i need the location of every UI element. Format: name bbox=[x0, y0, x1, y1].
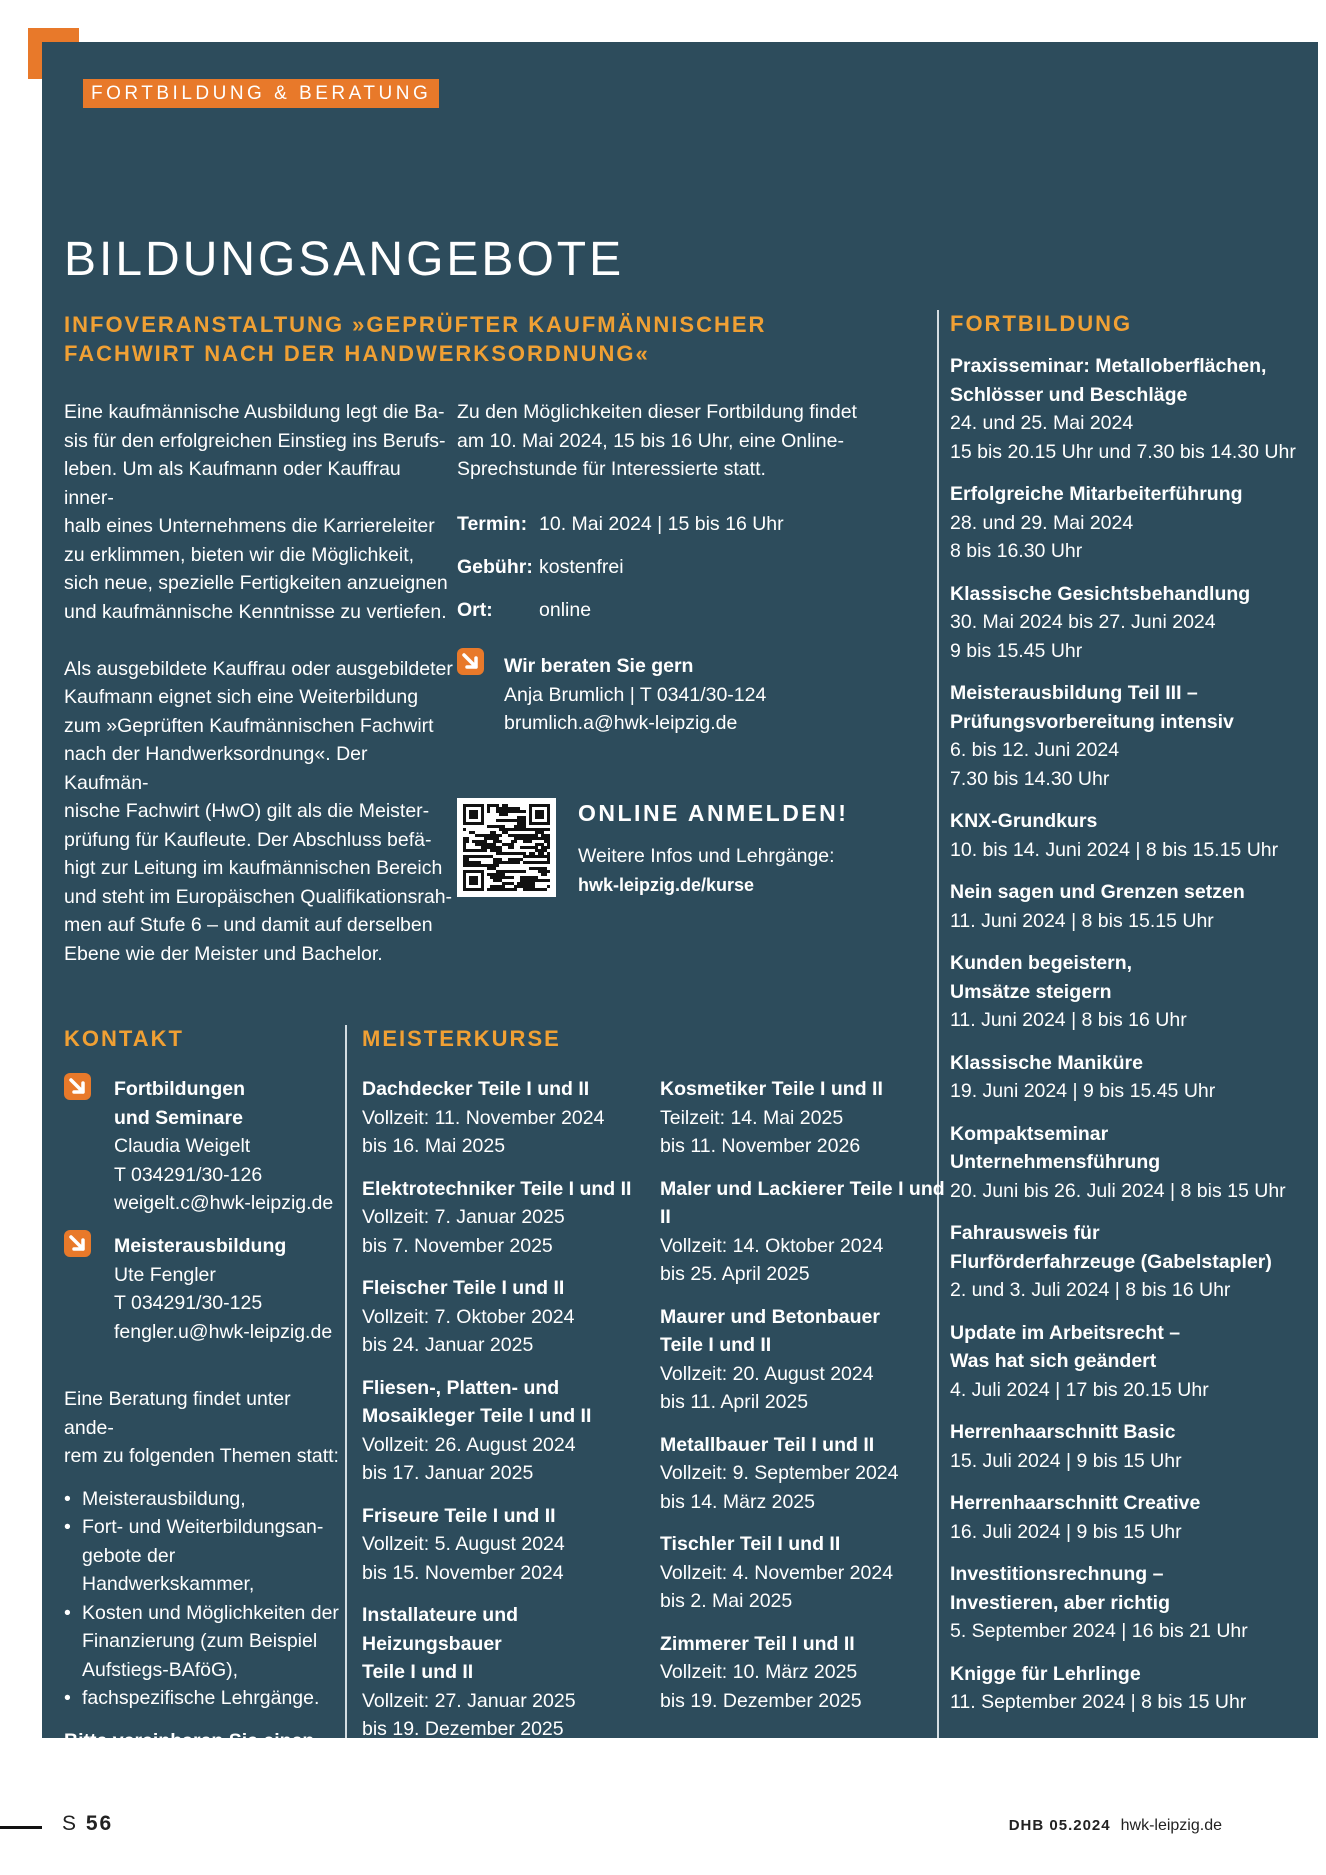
meisterkurs-item-title: Elektrotechniker Teile I und II bbox=[362, 1177, 632, 1200]
meisterkurs-item-date: bis 25. April 2025 bbox=[660, 1263, 810, 1285]
fortbildung-item-title: Prüfungsvorbereitung intensiv bbox=[950, 710, 1234, 733]
qr-code[interactable] bbox=[457, 798, 556, 897]
paragraph-line: nach der Handwerksordnung«. Der Kaufmän- bbox=[64, 743, 368, 794]
paragraph-line: sis für den erfolgreichen Einstieg ins Berufs- bbox=[64, 429, 446, 452]
meisterkurs-item-date: bis 24. Januar 2025 bbox=[362, 1334, 534, 1356]
fortbildung-heading: FORTBILDUNG bbox=[950, 311, 1133, 336]
fortbildung-item bbox=[950, 949, 1310, 1035]
meisterkurs-item-title: Kosmetiker Teile I und II bbox=[660, 1078, 883, 1100]
meta-ort bbox=[457, 596, 591, 624]
footer-issue: DHB 05.2024 bbox=[1008, 1817, 1111, 1834]
online-url-link[interactable]: hwk-leipzig.de/kurse bbox=[578, 874, 755, 895]
meisterkurs-item-title: Fliesen-, Platten- und bbox=[362, 1376, 560, 1399]
meisterkurs-item bbox=[660, 1530, 945, 1616]
fortbildung-item-title: Kunden begeistern, bbox=[950, 952, 1133, 974]
kontakt-email[interactable]: fengler.u@hwk-leipzig.de bbox=[114, 1320, 333, 1343]
meisterkurs-item-title: Installateure und Heizungsbauer bbox=[362, 1604, 519, 1655]
topic-line: • Meisterausbildung, bbox=[82, 1487, 246, 1510]
beratung-intro-line2: rem zu folgenden Themen statt: bbox=[64, 1445, 339, 1467]
paragraph-line: und kaufmännische Kenntnisse zu vertiefen. bbox=[64, 600, 447, 623]
info-contact bbox=[504, 652, 884, 738]
info-paragraph-1 bbox=[64, 398, 454, 626]
section-kicker: FORTBILDUNG & BERATUNG bbox=[83, 79, 439, 108]
paragraph-line: higt zur Leitung im kaufmännischen Bereich bbox=[64, 857, 443, 879]
fortbildung-item-title: Klassische Gesichtsbehandlung bbox=[950, 582, 1251, 605]
beratung-closing-line1: Bitte vereinbaren Sie einen indi- bbox=[64, 1729, 315, 1780]
kontakt-entry-fortbildung bbox=[64, 1073, 334, 1218]
fortbildung-item-title: Praxisseminar: Metalloberflächen, bbox=[950, 355, 1267, 377]
fortbildung-item-date: 9 bis 15.45 Uhr bbox=[950, 639, 1083, 662]
meisterkurs-item-date: bis 15. November 2024 bbox=[362, 1561, 564, 1584]
topic-line: • Fort- und Weiterbildungsan- bbox=[82, 1516, 324, 1538]
online-info bbox=[578, 842, 878, 899]
meisterkurse-heading: MEISTERKURSE bbox=[362, 1026, 561, 1051]
fortbildung-item-date: 16. Juli 2024 | 9 bis 15 Uhr bbox=[950, 1520, 1182, 1543]
meisterkurs-item-title: Friseure Teile I und II bbox=[362, 1504, 556, 1527]
fortbildung-item-date: 5. September 2024 | 16 bis 21 Uhr bbox=[950, 1620, 1248, 1642]
meisterkurs-item-date: bis 19. Dezember 2025 bbox=[660, 1689, 862, 1712]
footer-source bbox=[1009, 1817, 1222, 1835]
ort-value: online bbox=[539, 599, 592, 621]
meisterkurs-item-title: Mosaikleger Teile I und II bbox=[362, 1405, 592, 1427]
paragraph-line: Kaufmann eignet sich eine Weiterbildung bbox=[64, 686, 419, 708]
kontakt-title-line1: Fortbildungen bbox=[114, 1078, 246, 1100]
meisterkurs-item-date: bis 16. Mai 2025 bbox=[362, 1135, 506, 1157]
fortbildung-item bbox=[950, 1660, 1310, 1717]
footer-rule bbox=[0, 1826, 42, 1829]
meisterkurs-item-date: bis 11. November 2026 bbox=[660, 1135, 861, 1157]
meisterkurs-item bbox=[660, 1431, 945, 1517]
online-heading: ONLINE ANMELDEN! bbox=[578, 800, 849, 826]
paragraph-line: Sprechstunde für Interessierte statt. bbox=[457, 458, 766, 480]
fortbildung-item bbox=[950, 679, 1310, 793]
topic-line: Finanzierung (zum Beispiel bbox=[82, 1630, 318, 1652]
kontakt-title: Meisterausbildung bbox=[114, 1235, 287, 1257]
meisterkurs-item-title: Maler und Lackierer Teile I und II bbox=[660, 1177, 945, 1228]
meisterkurs-item bbox=[362, 1374, 647, 1488]
paragraph-line: prüfung für Kaufleute. Der Abschluss befä- bbox=[64, 828, 432, 851]
meisterkurs-item-date: Vollzeit: 27. Januar 2025 bbox=[362, 1689, 576, 1712]
fortbildung-item-title: Schlösser und Beschläge bbox=[950, 383, 1188, 406]
kontakt-phone: T 034291/30-126 bbox=[114, 1163, 263, 1186]
fortbildung-item bbox=[950, 1049, 1310, 1106]
meisterkurs-item-date: bis 11. April 2025 bbox=[660, 1391, 809, 1413]
fortbildung-item-title: Was hat sich geändert bbox=[950, 1350, 1157, 1372]
info-heading bbox=[64, 310, 824, 368]
paragraph-line: leben. Um als Kaufmann oder Kauffrau inner- bbox=[64, 458, 401, 509]
paragraph-line: men auf Stufe 6 – und damit auf derselben bbox=[64, 914, 433, 936]
fortbildung-item-date: 28. und 29. Mai 2024 bbox=[950, 511, 1134, 534]
topic-line: Aufstiegs-BAföG), bbox=[82, 1658, 239, 1681]
meisterkurs-item-date: Vollzeit: 5. August 2024 bbox=[362, 1533, 565, 1555]
fortbildung-item-title: Umsätze steigern bbox=[950, 980, 1112, 1003]
ort-label: Ort: bbox=[457, 599, 493, 621]
topic-item bbox=[64, 1513, 344, 1599]
page-number-value: 56 bbox=[85, 1812, 114, 1835]
meisterkurs-item-date: bis 2. Mai 2025 bbox=[660, 1590, 793, 1612]
meisterkurse-column-1 bbox=[362, 1075, 647, 1758]
meisterkurs-item bbox=[362, 1274, 647, 1360]
info-heading-line2: FACHWIRT NACH DER HANDWERKSORDNUNG« bbox=[64, 341, 650, 366]
meisterkurs-item-date: Vollzeit: 26. August 2024 bbox=[362, 1433, 576, 1456]
meisterkurs-item-date: Vollzeit: 20. August 2024 bbox=[660, 1362, 874, 1385]
meisterkurs-item-date: Vollzeit: 7. Oktober 2024 bbox=[362, 1305, 575, 1328]
page-number bbox=[62, 1812, 113, 1836]
meisterkurs-item bbox=[660, 1630, 945, 1716]
kontakt-name: Claudia Weigelt bbox=[114, 1135, 251, 1157]
meisterkurs-item bbox=[660, 1303, 945, 1417]
paragraph-line: nische Fachwirt (HwO) gilt als die Meister- bbox=[64, 800, 430, 822]
fortbildung-item bbox=[950, 878, 1310, 935]
meisterkurs-item-date: Vollzeit: 14. Oktober 2024 bbox=[660, 1234, 884, 1257]
meisterkurs-item-title: Maurer und Betonbauer bbox=[660, 1305, 880, 1328]
fortbildung-item-title: Erfolgreiche Mitarbeiterführung bbox=[950, 483, 1243, 505]
fortbildung-item-date: 7.30 bis 14.30 Uhr bbox=[950, 767, 1110, 790]
beratung-closing-line2: viduellen Termin. bbox=[64, 1786, 223, 1809]
termin-label: Termin: bbox=[457, 513, 528, 535]
paragraph-line: Zu den Möglichkeiten dieser Fortbildung findet bbox=[457, 401, 857, 423]
meisterkurs-item-title: Zimmerer Teil I und II bbox=[660, 1632, 855, 1655]
meisterkurs-item-date: bis 14. März 2025 bbox=[660, 1490, 816, 1513]
meisterkurs-item-title: Fleischer Teile I und II bbox=[362, 1277, 565, 1299]
fortbildung-item bbox=[950, 1489, 1310, 1546]
paragraph-line: Als ausgebildete Kauffrau oder ausgebildeter bbox=[64, 657, 453, 680]
kontakt-beratung bbox=[64, 1385, 344, 1812]
fortbildung-item bbox=[950, 1418, 1310, 1475]
fortbildung-item bbox=[950, 1120, 1310, 1206]
paragraph-line: zum »Geprüften Kaufmännischen Fachwirt bbox=[64, 714, 434, 737]
page-title: BILDUNGSANGEBOTE bbox=[64, 233, 625, 286]
meisterkurs-item-date: Vollzeit: 7. Januar 2025 bbox=[362, 1206, 565, 1228]
paragraph-line: am 10. Mai 2024, 15 bis 16 Uhr, eine Online- bbox=[457, 429, 844, 452]
meisterkurs-item-date: Vollzeit: 4. November 2024 bbox=[660, 1561, 894, 1584]
arrow-icon bbox=[64, 1230, 91, 1257]
meisterkurs-item-date: Vollzeit: 11. November 2024 bbox=[362, 1106, 605, 1129]
online-text: Weitere Infos und Lehrgänge: bbox=[578, 845, 835, 867]
meisterkurs-item-title: Dachdecker Teile I und II bbox=[362, 1078, 590, 1100]
kontakt-heading: KONTAKT bbox=[64, 1026, 184, 1051]
gebuehr-label: Gebühr: bbox=[457, 556, 533, 578]
meisterkurs-item-title: Tischler Teil I und II bbox=[660, 1533, 841, 1555]
meisterkurs-item bbox=[362, 1502, 647, 1588]
meta-termin bbox=[457, 510, 784, 538]
fortbildung-item-title: Investitionsrechnung – bbox=[950, 1563, 1164, 1585]
fortbildung-list bbox=[950, 352, 1310, 1731]
fortbildung-item-date: 2. und 3. Juli 2024 | 8 bis 16 Uhr bbox=[950, 1279, 1231, 1301]
paragraph-line: halb eines Unternehmens die Karriereleiter bbox=[64, 515, 435, 537]
info-paragraph-2 bbox=[64, 655, 454, 969]
fortbildung-item-date: 30. Mai 2024 bis 27. Juni 2024 bbox=[950, 611, 1216, 633]
fortbildung-item-date: 19. Juni 2024 | 9 bis 15.45 Uhr bbox=[950, 1080, 1216, 1102]
meisterkurs-item bbox=[362, 1175, 647, 1261]
meisterkurs-item-title: Teile I und II bbox=[660, 1334, 772, 1356]
fortbildung-item-title: Knigge für Lehrlinge bbox=[950, 1662, 1141, 1685]
fortbildung-item bbox=[950, 1219, 1310, 1305]
fortbildung-item-title: Klassische Maniküre bbox=[950, 1051, 1143, 1074]
kontakt-entry-meister bbox=[64, 1230, 334, 1346]
info-intro bbox=[64, 398, 454, 968]
topic-item bbox=[64, 1684, 344, 1713]
fortbildung-item-title: Flurförderfahrzeuge (Gabelstapler) bbox=[950, 1250, 1272, 1273]
topic-item bbox=[64, 1599, 344, 1685]
column-divider bbox=[345, 1025, 347, 1738]
topic-line: • Kosten und Möglichkeiten der bbox=[82, 1601, 339, 1624]
fortbildung-item bbox=[950, 1560, 1310, 1646]
fortbildung-item bbox=[950, 480, 1310, 566]
paragraph-line: Ebene wie der Meister und Bachelor. bbox=[64, 942, 383, 965]
paragraph-line: und steht im Europäischen Qualifikationsrah- bbox=[64, 885, 453, 908]
kontakt-title-line2: und Seminare bbox=[114, 1106, 243, 1129]
fortbildung-item-date: 11. Juni 2024 | 8 bis 16 Uhr bbox=[950, 1009, 1187, 1031]
meisterkurs-item-title: Teile I und II bbox=[362, 1661, 474, 1683]
beratung-topic-list bbox=[64, 1485, 344, 1713]
meta-gebuehr bbox=[457, 553, 624, 581]
termin-value: 10. Mai 2024 | 15 bis 16 Uhr bbox=[539, 513, 784, 535]
fortbildung-item bbox=[950, 807, 1310, 864]
topic-item bbox=[64, 1485, 344, 1514]
meisterkurs-item bbox=[660, 1175, 945, 1289]
fortbildung-item-title: Investieren, aber richtig bbox=[950, 1591, 1170, 1614]
footer-site[interactable]: hwk-leipzig.de bbox=[1120, 1817, 1222, 1834]
info-paragraph-3 bbox=[457, 398, 877, 484]
arrow-icon bbox=[457, 648, 484, 675]
kontakt-phone: T 034291/30-125 bbox=[114, 1292, 263, 1314]
topic-line: • fachspezifische Lehrgänge. bbox=[82, 1687, 320, 1709]
fortbildung-item-title: KNX-Grundkurs bbox=[950, 810, 1098, 832]
fortbildung-item-date: 6. bis 12. Juni 2024 bbox=[950, 739, 1120, 761]
topic-line: gebote der Handwerkskammer, bbox=[82, 1544, 255, 1595]
fortbildung-item-date: 20. Juni bis 26. Juli 2024 | 8 bis 15 Uhr bbox=[950, 1179, 1286, 1202]
fortbildung-item-date: 8 bis 16.30 Uhr bbox=[950, 540, 1083, 562]
fortbildung-item-title: Update im Arbeitsrecht – bbox=[950, 1321, 1181, 1344]
fortbildung-item-title: Herrenhaarschnitt Basic bbox=[950, 1421, 1176, 1443]
fortbildung-item bbox=[950, 580, 1310, 666]
arrow-icon bbox=[64, 1073, 91, 1100]
fortbildung-item-date: 4. Juli 2024 | 17 bis 20.15 Uhr bbox=[950, 1378, 1209, 1401]
fortbildung-item-date: 11. September 2024 | 8 bis 15 Uhr bbox=[950, 1691, 1247, 1713]
fortbildung-item-title: Nein sagen und Grenzen setzen bbox=[950, 881, 1245, 903]
paragraph-line: Eine kaufmännische Ausbildung legt die Ba- bbox=[64, 401, 445, 423]
beratung-intro-line1: Eine Beratung findet unter ande- bbox=[64, 1388, 291, 1439]
paragraph-line: sich neue, spezielle Fertigkeiten anzueignen bbox=[64, 572, 448, 594]
page-prefix: S bbox=[62, 1812, 79, 1835]
kontakt-email[interactable]: weigelt.c@hwk-leipzig.de bbox=[114, 1192, 334, 1214]
meisterkurse-column-2 bbox=[660, 1075, 945, 1729]
meisterkurs-item-date: bis 7. November 2025 bbox=[362, 1234, 553, 1257]
fortbildung-item-title: Unternehmensführung bbox=[950, 1151, 1161, 1173]
info-heading-line1: INFOVERANSTALTUNG »GEPRÜFTER KAUFMÄNNISCHER bbox=[64, 312, 767, 337]
info-contact-email[interactable]: brumlich.a@hwk-leipzig.de bbox=[504, 712, 738, 734]
meisterkurs-item-date: Vollzeit: 9. September 2024 bbox=[660, 1462, 899, 1484]
meisterkurs-item bbox=[362, 1601, 647, 1744]
meisterkurs-item bbox=[660, 1075, 945, 1161]
meisterkurs-item-title: Metallbauer Teil I und II bbox=[660, 1433, 875, 1456]
fortbildung-item-title: Kompaktseminar bbox=[950, 1122, 1109, 1145]
kontakt-name: Ute Fengler bbox=[114, 1263, 216, 1286]
info-contact-title: Wir beraten Sie gern bbox=[504, 655, 694, 677]
meisterkurs-item-date: Vollzeit: 10. März 2025 bbox=[660, 1661, 858, 1683]
fortbildung-item bbox=[950, 352, 1310, 466]
meisterkurs-item-date: bis 17. Januar 2025 bbox=[362, 1462, 534, 1484]
paragraph-line: zu erklimmen, bieten wir die Möglichkeit, bbox=[64, 543, 415, 566]
fortbildung-item-date: 24. und 25. Mai 2024 bbox=[950, 412, 1134, 434]
fortbildung-item bbox=[950, 1319, 1310, 1405]
fortbildung-item-date: 15 bis 20.15 Uhr und 7.30 bis 14.30 Uhr bbox=[950, 440, 1296, 463]
fortbildung-item-title: Herrenhaarschnitt Creative bbox=[950, 1492, 1201, 1514]
meisterkurs-item-date: bis 19. Dezember 2025 bbox=[362, 1718, 564, 1740]
meisterkurs-item-date: Teilzeit: 14. Mai 2025 bbox=[660, 1106, 844, 1129]
meisterkurs-item bbox=[362, 1075, 647, 1161]
fortbildung-item-title: Fahrausweis für bbox=[950, 1222, 1100, 1244]
fortbildung-item-date: 11. Juni 2024 | 8 bis 15.15 Uhr bbox=[950, 909, 1214, 932]
info-contact-phone: Anja Brumlich | T 0341/30-124 bbox=[504, 683, 767, 706]
fortbildung-item-date: 15. Juli 2024 | 9 bis 15 Uhr bbox=[950, 1449, 1182, 1472]
fortbildung-item-title: Meisterausbildung Teil III – bbox=[950, 682, 1198, 704]
fortbildung-item-date: 10. bis 14. Juni 2024 | 8 bis 15.15 Uhr bbox=[950, 838, 1279, 861]
gebuehr-value: kostenfrei bbox=[539, 556, 624, 578]
